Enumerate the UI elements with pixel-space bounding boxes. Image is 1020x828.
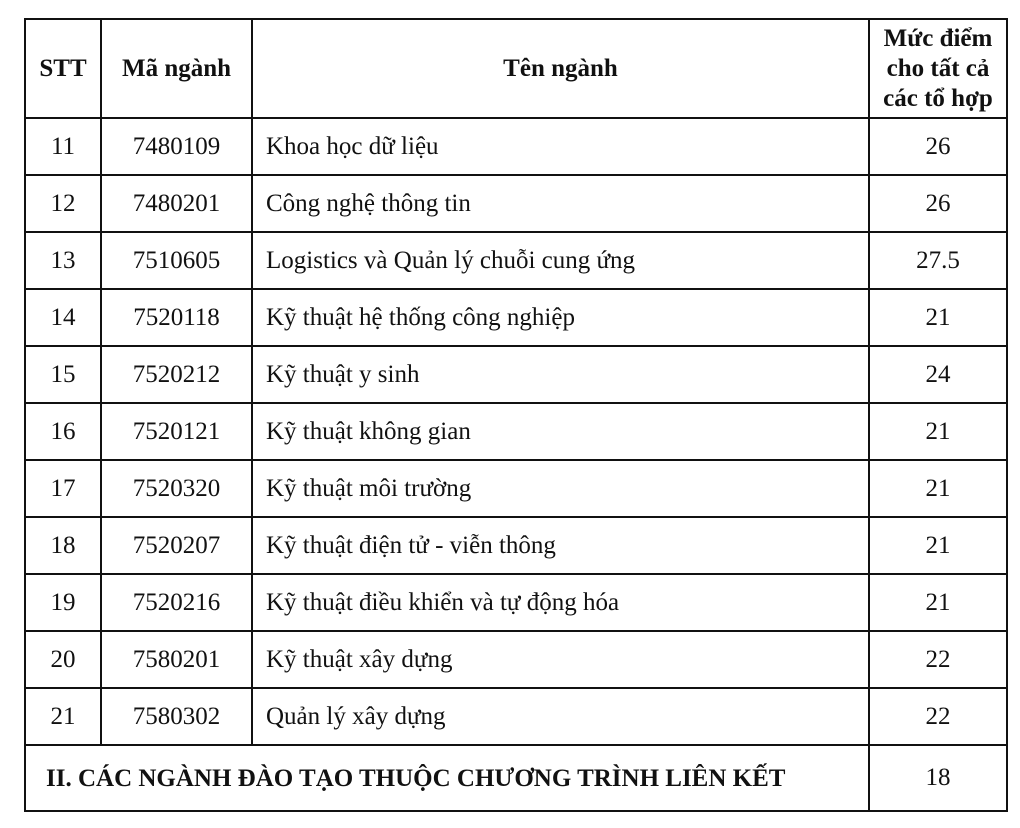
row-stt: 17 — [25, 460, 101, 517]
row-score: 21 — [869, 289, 1007, 346]
row-major-code: 7520212 — [101, 346, 252, 403]
section-title: II. CÁC NGÀNH ĐÀO TẠO THUỘC CHƯƠNG TRÌNH LIÊN KẾT — [25, 745, 869, 811]
admission-score-table — [24, 18, 1008, 812]
table-row — [25, 175, 1007, 232]
row-major-code: 7480109 — [101, 118, 252, 175]
row-major-code: 7520121 — [101, 403, 252, 460]
row-major-name: Khoa học dữ liệu — [252, 118, 869, 175]
row-stt: 12 — [25, 175, 101, 232]
row-stt: 13 — [25, 232, 101, 289]
row-score: 21 — [869, 403, 1007, 460]
table-row — [25, 688, 1007, 745]
section-score: 18 — [869, 745, 1007, 811]
row-major-name: Kỹ thuật không gian — [252, 403, 869, 460]
row-major-name: Kỹ thuật hệ thống công nghiệp — [252, 289, 869, 346]
row-score: 26 — [869, 118, 1007, 175]
row-major-code: 7580302 — [101, 688, 252, 745]
row-major-name: Công nghệ thông tin — [252, 175, 869, 232]
header-score: Mức điểm cho tất cả các tổ hợp — [869, 19, 1007, 118]
row-major-code: 7580201 — [101, 631, 252, 688]
row-score: 22 — [869, 688, 1007, 745]
table-row — [25, 517, 1007, 574]
row-major-name: Kỹ thuật điều khiển và tự động hóa — [252, 574, 869, 631]
section-row — [25, 745, 1007, 811]
row-major-code: 7520207 — [101, 517, 252, 574]
header-stt: STT — [25, 19, 101, 118]
row-score: 21 — [869, 517, 1007, 574]
row-major-code: 7510605 — [101, 232, 252, 289]
row-major-code: 7520118 — [101, 289, 252, 346]
row-major-code: 7520216 — [101, 574, 252, 631]
row-score: 21 — [869, 460, 1007, 517]
header-row — [25, 19, 1007, 118]
row-major-name: Logistics và Quản lý chuỗi cung ứng — [252, 232, 869, 289]
row-major-name: Kỹ thuật môi trường — [252, 460, 869, 517]
table-header — [25, 19, 1007, 118]
row-stt: 16 — [25, 403, 101, 460]
table-row — [25, 403, 1007, 460]
table-row — [25, 118, 1007, 175]
row-stt: 11 — [25, 118, 101, 175]
table-row — [25, 574, 1007, 631]
row-stt: 14 — [25, 289, 101, 346]
row-stt: 20 — [25, 631, 101, 688]
table-body — [25, 118, 1007, 811]
row-score: 21 — [869, 574, 1007, 631]
row-major-name: Quản lý xây dựng — [252, 688, 869, 745]
row-major-code: 7520320 — [101, 460, 252, 517]
table-row — [25, 631, 1007, 688]
row-major-name: Kỹ thuật điện tử - viễn thông — [252, 517, 869, 574]
row-stt: 15 — [25, 346, 101, 403]
row-stt: 21 — [25, 688, 101, 745]
header-major-code: Mã ngành — [101, 19, 252, 118]
row-score: 26 — [869, 175, 1007, 232]
table-row — [25, 460, 1007, 517]
row-score: 22 — [869, 631, 1007, 688]
row-stt: 18 — [25, 517, 101, 574]
row-major-code: 7480201 — [101, 175, 252, 232]
table-row — [25, 346, 1007, 403]
row-stt: 19 — [25, 574, 101, 631]
header-major-name: Tên ngành — [252, 19, 869, 118]
table-row — [25, 232, 1007, 289]
row-score: 27.5 — [869, 232, 1007, 289]
row-score: 24 — [869, 346, 1007, 403]
row-major-name: Kỹ thuật y sinh — [252, 346, 869, 403]
table-row — [25, 289, 1007, 346]
row-major-name: Kỹ thuật xây dựng — [252, 631, 869, 688]
